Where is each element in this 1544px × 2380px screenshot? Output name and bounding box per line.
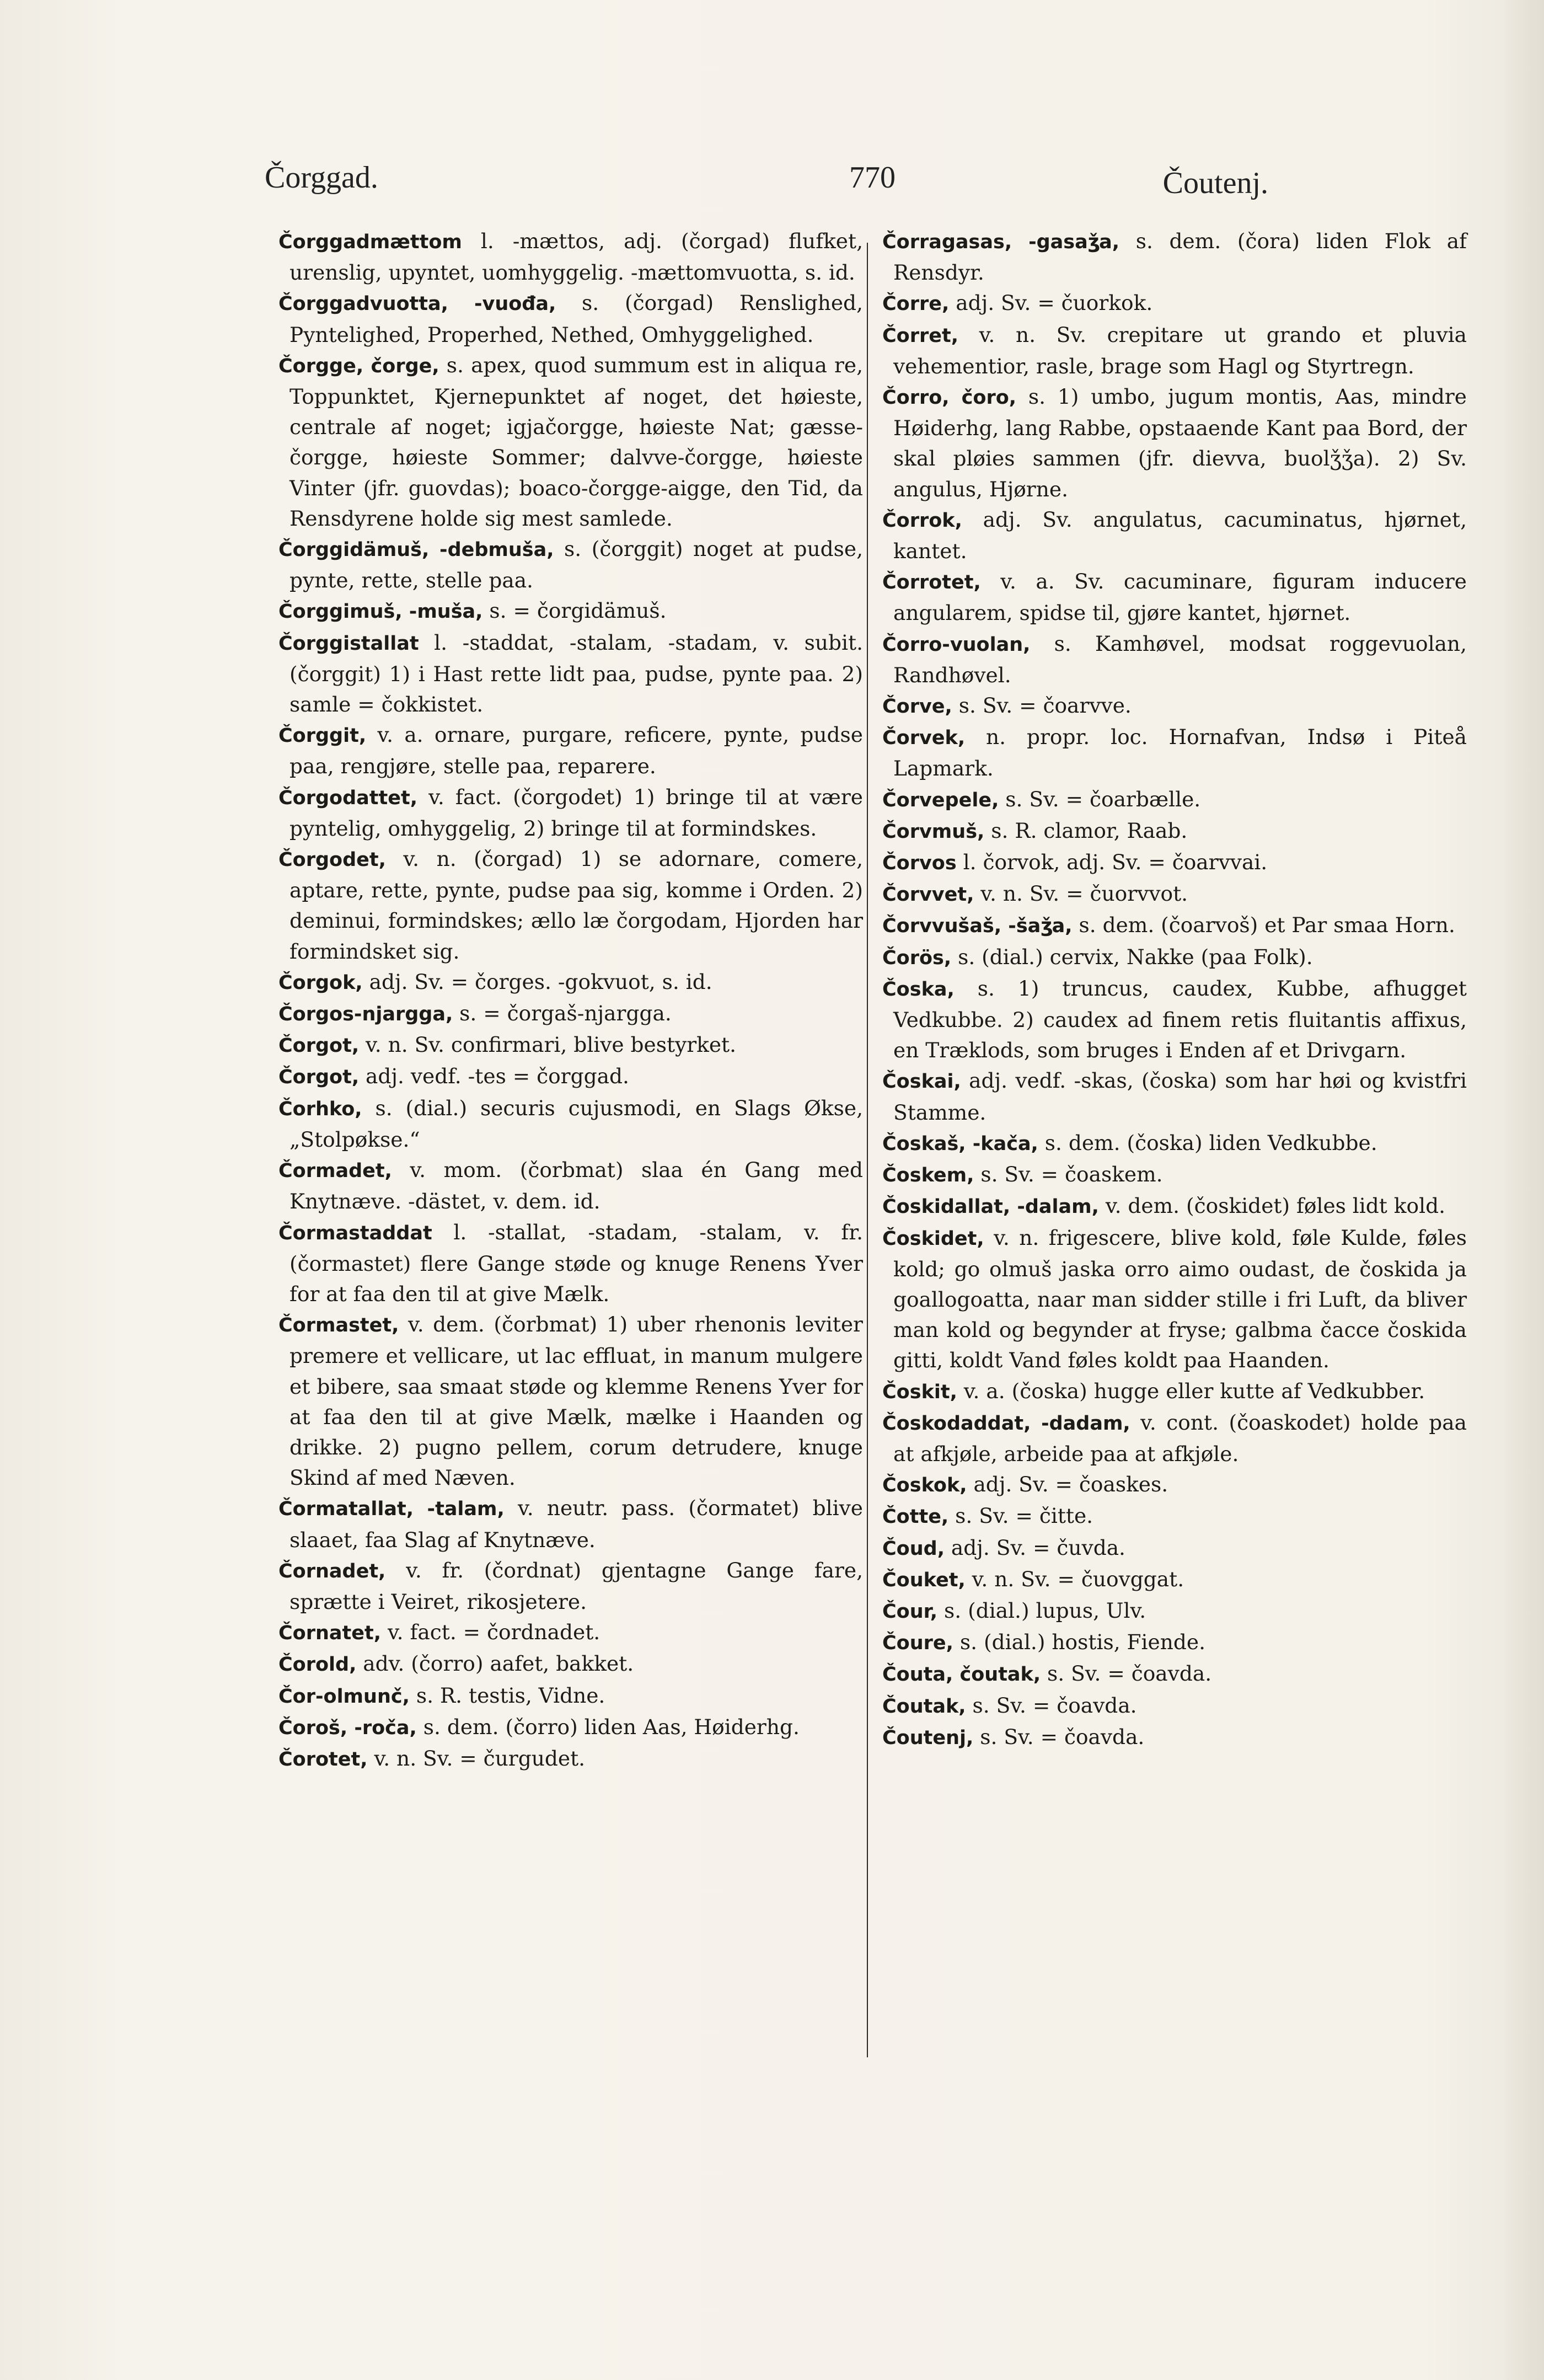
dictionary-entry — [882, 910, 1467, 942]
dictionary-entry — [882, 1533, 1467, 1564]
entry-headword: Čornadet, — [278, 1560, 386, 1582]
dictionary-entry — [882, 1691, 1467, 1722]
entry-headword: Čoskok, — [882, 1474, 967, 1497]
dictionary-entry — [882, 1408, 1467, 1469]
dictionary-entry — [278, 1712, 863, 1743]
dictionary-entry — [882, 816, 1467, 847]
dictionary-entry — [882, 629, 1467, 691]
entry-definition: s. dem. (čoarvoš) et Par smaa Horn. — [1072, 913, 1455, 938]
entry-headword: Čouket, — [882, 1569, 966, 1591]
dictionary-entry — [278, 1681, 863, 1712]
dictionary-entry — [882, 226, 1467, 288]
entry-definition: adj. vedf. -tes = čorggad. — [359, 1064, 629, 1089]
entry-definition: s. Sv. = čoavda. — [973, 1724, 1145, 1749]
dictionary-entry — [278, 350, 863, 534]
dictionary-entry — [278, 596, 863, 627]
dictionary-entry — [882, 784, 1467, 816]
column-divider — [867, 243, 868, 2057]
entry-definition: s. dem. (čora) liden Flok af Rensdyr. — [893, 229, 1467, 285]
dictionary-entry — [882, 847, 1467, 879]
entry-definition: v. a. ornare, purgare, reficere, pynte, pudse paa, rengjøre, stelle paa, reparere. — [290, 723, 863, 779]
entry-headword: Čor-olmunč, — [278, 1685, 410, 1708]
entry-headword: Čorgos-njargga, — [278, 1003, 453, 1026]
entry-definition: adj. Sv. angulatus, cacuminatus, hjørnet, kantet. — [893, 507, 1467, 564]
entry-definition: s. Sv. = čoaskem. — [974, 1162, 1163, 1187]
dictionary-entry — [882, 879, 1467, 910]
dictionary-entry — [882, 382, 1467, 505]
dictionary-entry — [278, 844, 863, 967]
dictionary-entry — [882, 505, 1467, 566]
entry-headword: Čoskodaddat, -dadam, — [882, 1412, 1130, 1435]
page-header — [265, 160, 1312, 215]
entry-definition: adj. vedf. -skas, (čoska) som har høi og kvistfri Stamme. — [893, 1068, 1467, 1125]
entry-headword: Čormatallat, -talam, — [278, 1498, 505, 1521]
entry-definition: v. dem. (čoskidet) føles lidt kold. — [1098, 1194, 1446, 1218]
entry-headword: Čorvvušaš, -šaǯa, — [882, 915, 1073, 938]
entry-definition: v. dem. (čorbmat) 1) uber rhenonis leviter premere et vellicare, ut lac effluat, in manum mulgere et bibere, saa smaat støde og klemme Renens Yver for at faa den til at give Mælk, mælke i Haanden og drikke. 2) pugno pellem, corum detrudere, knuge Skind af med Næven. — [290, 1312, 863, 1490]
dictionary-entry — [278, 1093, 863, 1155]
entry-headword: Čorggit, — [278, 725, 367, 747]
dictionary-entry — [278, 1555, 863, 1617]
dictionary-entry — [278, 288, 863, 350]
entry-headword: Čouta, čoutak, — [882, 1664, 1041, 1686]
entry-headword: Čorggadvuotta, -vuođa, — [278, 293, 556, 315]
entry-headword: Čour, — [882, 1600, 938, 1623]
dictionary-entry — [278, 1743, 863, 1775]
right-column — [882, 226, 1467, 1753]
entry-definition: s. (dial.) cervix, Nakke (paa Folk). — [951, 944, 1313, 969]
entry-headword: Čorgok, — [278, 971, 363, 994]
dictionary-entry — [882, 1596, 1467, 1627]
dictionary-entry — [882, 942, 1467, 974]
dictionary-entry — [882, 974, 1467, 1066]
entry-definition: v. n. Sv. = čuorvvot. — [974, 881, 1188, 906]
dictionary-entry — [278, 1493, 863, 1555]
entry-definition: v. a. Sv. cacuminare, figuram inducere angularem, spidse til, gjøre kantet, hjørnet. — [893, 569, 1467, 625]
entry-headword: Čoskidet, — [882, 1227, 984, 1250]
dictionary-entry — [278, 967, 863, 998]
entry-headword: Čormadet, — [278, 1160, 392, 1183]
entry-headword: Čorvvet, — [882, 884, 974, 906]
entry-definition: s. (čorgad) Renslighed, Pyntelighed, Properhed, Nethed, Omhyggelighed. — [290, 291, 863, 347]
entry-headword: Čoskem, — [882, 1164, 974, 1187]
entry-headword: Čorgge, čorge, — [278, 355, 439, 377]
dictionary-entry — [882, 1128, 1467, 1159]
entry-definition: v. fact. (čorgodet) 1) bringe til at være pyntelig, omhyggelig, 2) bringe til at formindskes. — [290, 784, 863, 841]
entry-definition: v. n. Sv. confirmari, blive bestyrket. — [359, 1033, 737, 1057]
entry-headword: Čorvmuš, — [882, 820, 985, 843]
dictionary-entry — [882, 691, 1467, 722]
page-edge — [1505, 0, 1544, 2380]
entry-definition: v. mom. (čorbmat) slaa én Gang med Knytnæve. -dästet, v. dem. id. — [290, 1158, 863, 1214]
entry-definition: s. Sv. = čoavda. — [966, 1693, 1137, 1718]
dictionary-entry — [882, 1722, 1467, 1753]
dictionary-entry — [882, 1223, 1467, 1376]
entry-headword: Čorre, — [882, 293, 950, 315]
entry-definition: s. dem. (čoska) liden Vedkubbe. — [1038, 1130, 1377, 1155]
entry-definition: adj. Sv. = čuorkok. — [949, 291, 1153, 315]
dictionary-entry — [882, 1376, 1467, 1408]
entry-headword: Čoutak, — [882, 1695, 966, 1718]
entry-headword: Čoskit, — [882, 1381, 957, 1403]
page-number: 770 — [849, 161, 896, 195]
entry-headword: Čorrok, — [882, 509, 962, 532]
entry-headword: Čorgot, — [278, 1066, 360, 1089]
entry-definition: s. (dial.) securis cujusmodi, en Slags Økse, „Stolpøkse.“ — [290, 1095, 863, 1152]
entry-definition: l. -staddat, -stalam, -stadam, v. subit. (čorggit) 1) i Hast rette lidt paa, pudse, pynte paa. 2) samle = čokkistet. — [290, 630, 863, 717]
entry-definition: s. Sv. = čoarvve. — [952, 693, 1132, 718]
entry-headword: Čorold, — [278, 1654, 357, 1676]
dictionary-entry — [278, 628, 863, 720]
entry-headword: Čorro, čoro, — [882, 387, 1017, 409]
entry-headword: Čoure, — [882, 1632, 953, 1655]
dictionary-entry — [882, 288, 1467, 319]
entry-definition: s. (dial.) lupus, Ulv. — [937, 1598, 1146, 1623]
entry-definition: v. n. Sv. = čurgudet. — [367, 1746, 586, 1771]
dictionary-entry — [278, 1155, 863, 1217]
entry-definition: s. = čorgaš-njargga. — [453, 1001, 672, 1026]
entry-headword: Čorggistallat — [278, 632, 419, 655]
entry-headword: Čorggadmættom — [278, 231, 462, 253]
entry-headword: Čorragasas, -gasaǯa, — [882, 231, 1120, 253]
entry-definition: s. Kamhøvel, modsat roggevuolan, Randhøvel. — [893, 631, 1467, 687]
entry-definition: v. cont. (čoaskodet) holde paa at afkjøle, arbeide paa at afkjøle. — [893, 1410, 1467, 1466]
entry-definition: s. Sv. = čoavda. — [1041, 1661, 1212, 1686]
dictionary-entry — [882, 1564, 1467, 1596]
dictionary-entry — [882, 1159, 1467, 1191]
dictionary-entry — [278, 1617, 863, 1649]
dictionary-entry — [882, 1469, 1467, 1501]
entry-definition: s. = čorgidämuš. — [482, 598, 667, 623]
entry-definition: l. -mættos, adj. (čorgad) flufket, urenslig, upyntet, uomhyggelig. -mættomvuotta, s. id. — [290, 229, 863, 285]
entry-headword: Čorös, — [882, 946, 952, 969]
entry-definition: s. 1) truncus, caudex, Kubbe, afhugget Vedkubbe. 2) caudex ad finem retis fluitantis affixus, en Træklods, som bruges i Enden af et Drivgarn. — [893, 976, 1467, 1063]
dictionary-entry — [882, 722, 1467, 784]
dictionary-entry — [882, 1659, 1467, 1690]
entry-definition: v. a. (čoska) hugge eller kutte af Vedkubber. — [957, 1378, 1425, 1403]
entry-headword: Čorgodet, — [278, 849, 386, 871]
dictionary-entry — [278, 782, 863, 844]
entry-headword: Čorotet, — [278, 1748, 368, 1771]
dictionary-entry — [882, 566, 1467, 628]
entry-headword: Čoskidallat, -dalam, — [882, 1196, 1099, 1218]
entry-headword: Čorggidämuš, -debmuša, — [278, 539, 554, 561]
entry-definition: s. apex, quod summum est in aliqua re, Toppunktet, Kjernepunktet af noget, det høieste, centrale af noget; igjačorgge, høieste Nat; gæsse-čorgge, høieste Sommer; dalvve-čorgge, høieste Vinter (jfr. guovdas); boaco-čorgge-aigge, den Tid, da Rensdyrene holde sig mest samlede. — [290, 352, 863, 531]
entry-headword: Čoroš, -roča, — [278, 1716, 417, 1739]
entry-definition: adj. Sv. = čuvda. — [945, 1535, 1125, 1560]
dictionary-entry — [882, 320, 1467, 382]
entry-headword: Čorhko, — [278, 1098, 362, 1120]
entry-headword: Čorgot, — [278, 1035, 360, 1057]
entry-headword: Čotte, — [882, 1506, 949, 1528]
entry-definition: adj. Sv. = čorges. -gokvuot, s. id. — [362, 969, 712, 994]
entry-headword: Čorvek, — [882, 727, 966, 750]
entry-definition: s. dem. (čorro) liden Aas, Høiderhg. — [416, 1714, 800, 1739]
entry-definition: v. fr. (čordnat) gjentagne Gange fare, sprætte i Veiret, rikosjetere. — [290, 1558, 863, 1614]
header-right-guideword: Čoutenj. — [1162, 166, 1268, 200]
dictionary-entry — [278, 226, 863, 288]
entry-definition: v. n. Sv. crepitare ut grando et pluvia vehementior, rasle, brage som Hagl og Styrtregn. — [893, 322, 1467, 378]
entry-definition: s. (čorggit) noget at pudse, pynte, rette, stelle paa. — [290, 537, 863, 593]
dictionary-entry — [278, 720, 863, 782]
entry-headword: Čornatet, — [278, 1622, 382, 1645]
entry-definition: adj. Sv. = čoaskes. — [967, 1472, 1168, 1497]
dictionary-entry — [882, 1501, 1467, 1532]
dictionary-entry — [882, 1066, 1467, 1127]
entry-definition: n. propr. loc. Hornafvan, Indsø i Piteå Lapmark. — [893, 725, 1467, 781]
entry-definition: v. fact. = čordnadet. — [381, 1620, 601, 1645]
dictionary-entry — [278, 1030, 863, 1061]
left-column — [278, 226, 863, 1775]
header-left-guideword: Čorggad. — [265, 161, 378, 195]
dictionary-entry — [278, 1309, 863, 1493]
dictionary-entry — [278, 1061, 863, 1093]
entry-headword: Čorgodattet, — [278, 787, 417, 809]
dictionary-entry — [278, 534, 863, 596]
entry-headword: Čorvepele, — [882, 789, 999, 811]
entry-headword: Čoud, — [882, 1537, 945, 1560]
entry-definition: v. n. frigescere, blive kold, føle Kulde, føles kold; go olmuš jaska orro aimo oudast, de čoskida ja goallogoatta, naar man sidder stille i fri Luft, da bliver man kold og begynder at fryse; galbma čacce čoskida gitti, koldt Vand føles koldt paa Haanden. — [893, 1225, 1467, 1373]
entry-definition: v. n. Sv. = čuovggat. — [965, 1566, 1184, 1591]
entry-headword: Čoutenj, — [882, 1726, 974, 1749]
entry-headword: Čoskaš, -kača, — [882, 1132, 1038, 1155]
entry-definition: s. Sv. = čitte. — [948, 1504, 1093, 1528]
entry-headword: Čorret, — [882, 324, 959, 347]
entry-definition: s. (dial.) hostis, Fiende. — [953, 1630, 1206, 1655]
entry-definition: s. R. clamor, Raab. — [984, 818, 1188, 843]
entry-definition: v. neutr. pass. (čormatet) blive slaaet, faa Slag af Knytnæve. — [290, 1496, 863, 1552]
entry-headword: Čorve, — [882, 696, 952, 718]
entry-headword: Čorggimuš, -muša, — [278, 601, 483, 623]
entry-headword: Čorvos — [882, 852, 957, 875]
dictionary-entry — [882, 1191, 1467, 1222]
entry-headword: Čoskai, — [882, 1071, 961, 1093]
entry-definition: s. Sv. = čoarbælle. — [999, 787, 1201, 811]
entry-headword: Čormastet, — [278, 1314, 399, 1337]
entry-definition: l. čorvok, adj. Sv. = čoarvvai. — [956, 850, 1268, 875]
entry-definition: s. R. testis, Vidne. — [409, 1683, 605, 1708]
dictionary-entry — [278, 1649, 863, 1680]
entry-definition: adv. (čorro) aafet, bakket. — [356, 1651, 634, 1676]
dictionary-entry — [278, 1217, 863, 1310]
entry-definition: s. 1) umbo, jugum montis, Aas, mindre Høiderhg, lang Rabbe, opstaaende Kant paa Bord, der skal pløies sammen (jfr. dievva, buolǯǯa). 2) Sv. angulus, Hjørne. — [893, 384, 1467, 501]
entry-headword: Čoska, — [882, 978, 955, 1001]
entry-definition: v. n. (čorgad) 1) se adornare, comere, aptare, rette, pynte, pudse paa sig, komme i Orden. 2) deminui, formindskes; ællo læ čorgodam, Hjorden har formindsket sig. — [290, 847, 863, 964]
entry-headword: Čorrotet, — [882, 571, 981, 594]
entry-headword: Čormastaddat — [278, 1222, 432, 1244]
entry-headword: Čorro-vuolan, — [882, 633, 1031, 656]
dictionary-entry — [882, 1627, 1467, 1659]
dictionary-entry — [278, 998, 863, 1030]
entry-definition: l. -stallat, -stadam, -stalam, v. fr. (čormastet) flere Gange støde og knuge Renens Yver for at faa den til at give Mælk. — [290, 1220, 863, 1306]
